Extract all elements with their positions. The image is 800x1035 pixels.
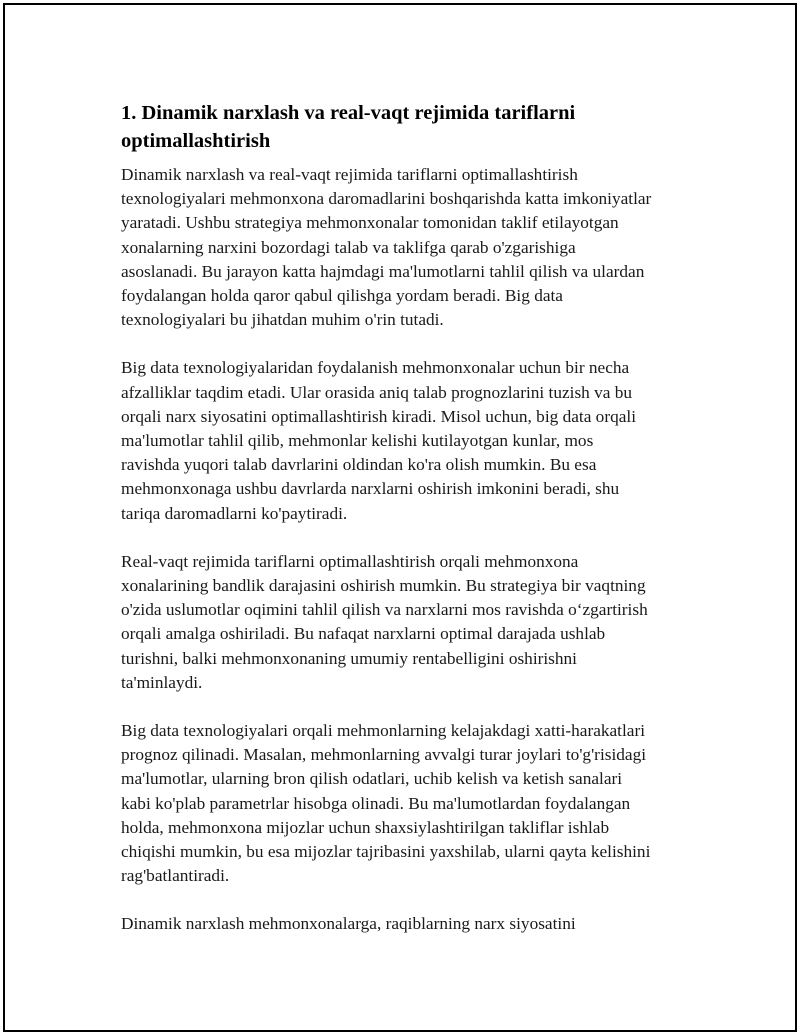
text-line: rag'batlantiradi. bbox=[121, 866, 230, 886]
text-line: xonalarining bandlik darajasini oshirish mumkin. Bu strategiya bir vaqtning bbox=[121, 576, 646, 596]
text-line: texnologiyalari bu jihatdan muhim o'rin tutadi. bbox=[121, 310, 444, 330]
text-line: chiqishi mumkin, bu esa mijozlar tajribasini yaxshilab, ularni qayta kelishini bbox=[121, 842, 651, 862]
heading-line: 1. Dinamik narxlash va real-vaqt rejimida tariflarni bbox=[121, 102, 576, 124]
text-line: holda, mehmonxona mijozlar uchun shaxsiylashtirilgan takliflar ishlab bbox=[121, 817, 610, 837]
text-line: ravishda yuqori talab davrlarini oldindan ko'ra olish mumkin. Bu esa bbox=[121, 455, 597, 475]
text-line: mehmonxonaga ushbu davrlarda narxlarni oshirish imkonini beradi, shu bbox=[121, 479, 620, 499]
text-line: orqali amalga oshiriladi. Bu nafaqat narxlarni optimal darajada ushlab bbox=[121, 624, 606, 644]
section-heading bbox=[121, 99, 711, 155]
page-frame bbox=[3, 3, 797, 1032]
document-body bbox=[121, 99, 711, 961]
paragraph-2 bbox=[121, 356, 711, 525]
text-line: ma'lumotlar, ularning bron qilish odatlari, uchib kelish va ketish sanalari bbox=[121, 769, 623, 789]
text-line: orqali narx siyosatini optimallashtirish kiradi. Misol uchun, big data orqali bbox=[121, 406, 636, 426]
text-line: Dinamik narxlash va real-vaqt rejimida tariflarni optimallashtirish bbox=[121, 165, 578, 184]
text-line: kabi ko'plab parametrlar hisobga olinadi. Bu ma'lumotlardan foydalangan bbox=[121, 793, 631, 813]
text-line: texnologiyalari mehmonxona daromadlarini boshqarishda katta imkoniyatlar bbox=[121, 189, 652, 209]
text-line: o'zida uslumotlar oqimini tahlil qilish va narxlarni mos ravishda o‘zgartirish bbox=[121, 600, 648, 620]
text-line: prognoz qilinadi. Masalan, mehmonlarning avvalgi turar joylari to'g'risidagi bbox=[121, 745, 647, 765]
paragraph-1 bbox=[121, 163, 711, 332]
text-line: afzalliklar taqdim etadi. Ular orasida aniq talab prognozlarini tuzish va bu bbox=[121, 382, 633, 402]
text-line: Big data texnologiyalaridan foydalanish mehmonxonalar uchun bir necha bbox=[121, 358, 630, 378]
text-line: xonalarning narxini bozordagi talab va taklifga qarab o'zgarishiga bbox=[121, 237, 576, 257]
heading-line: optimallashtirish bbox=[121, 130, 271, 152]
text-line: yaratadi. Ushbu strategiya mehmonxonalar tomonidan taklif etilayotgan bbox=[121, 213, 619, 233]
text-line: foydalangan holda qaror qabul qilishga yordam beradi. Big data bbox=[121, 286, 563, 306]
text-line: Dinamik narxlash mehmonxonalarga, raqiblarning narx siyosatini bbox=[121, 914, 576, 934]
text-line: asoslanadi. Bu jarayon katta hajmdagi ma'lumotlarni tahlil qilish va ulardan bbox=[121, 261, 645, 281]
text-line: turishni, balki mehmonxonaning umumiy rentabelligini oshirishni bbox=[121, 648, 577, 668]
text-line: Big data texnologiyalari orqali mehmonlarning kelajakdagi xatti-harakatlari bbox=[121, 721, 646, 741]
paragraph-5 bbox=[121, 912, 711, 936]
text-line: ta'minlaydi. bbox=[121, 672, 203, 692]
paragraph-3 bbox=[121, 550, 711, 695]
text-line: Real-vaqt rejimida tariflarni optimallashtirish orqali mehmonxona bbox=[121, 551, 579, 571]
text-line: ma'lumotlar tahlil qilib, mehmonlar kelishi kutilayotgan kunlar, mos bbox=[121, 431, 594, 451]
text-line: tariqa daromadlarni ko'paytiradi. bbox=[121, 503, 348, 523]
paragraph-4 bbox=[121, 719, 711, 888]
